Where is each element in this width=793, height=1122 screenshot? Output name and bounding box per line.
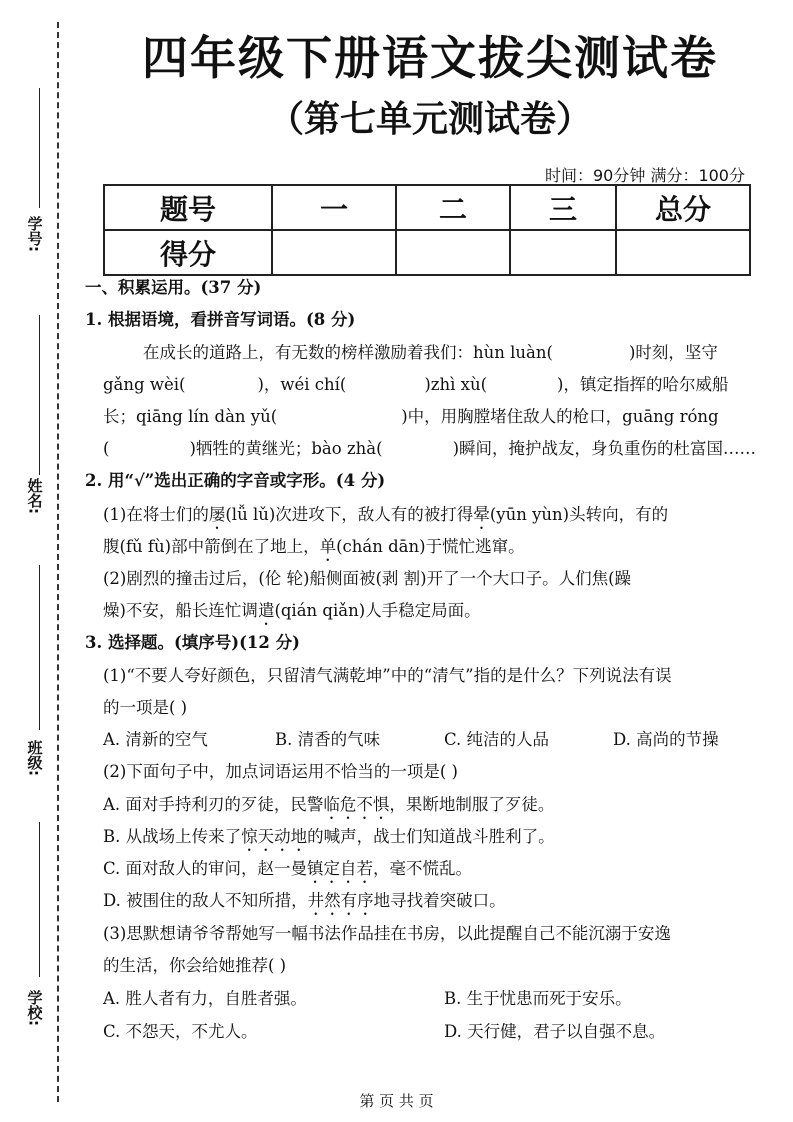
q3-3-option-a: A. 胜人者有力，自胜者强。 [103, 989, 307, 1008]
class-underline [39, 565, 40, 730]
name-label: 姓名: [25, 478, 44, 514]
section-heading: 一、积累运用。(37 分) [85, 278, 262, 297]
q1-line-3: 长；qiāng lín dàn yǔ( )中，用胸膛堵住敌人的枪口，guāng róng [103, 407, 719, 426]
q3-1-option-d: D. 高尚的节操 [613, 730, 719, 749]
table-cell: 题号 [104, 185, 272, 230]
q2-line-2: 腹(fǔ fù)部中箭倒在了地上，单(chán dān)于慌忙逃窜。 [103, 537, 525, 556]
q2-line-1: (1)在将士们的屡(lǚ lǔ)次进攻下，敌人有的被打得晕(yūn yùn)头转向，有的 [103, 505, 669, 524]
q1-line-4: ( )牺牲的黄继光；bào zhà( )瞬间，掩护战友，身负重伤的杜富国…… [103, 439, 756, 458]
score-table-header-row [104, 185, 750, 230]
q3-2-option-c: C. 面对敌人的审问，赵一曼镇定自若，毫不慌乱。 [103, 859, 473, 878]
score-entry-cell[interactable] [510, 230, 616, 275]
question-3-heading: 3. 选择题。(填序号)(12 分) [85, 633, 300, 652]
class-label: 班级: [25, 740, 44, 776]
question-1-heading: 1. 根据语境，看拼音写词语。(8 分) [85, 310, 356, 329]
table-cell: 得分 [104, 230, 272, 275]
name-underline [39, 315, 40, 475]
q3-3-option-b: B. 生于忧患而死于安乐。 [444, 989, 632, 1008]
q3-2-question: (2)下面句子中，加点词语运用不恰当的一项是( ) [103, 762, 458, 781]
q3-3-line-2: 的生活，你会给她推荐( ) [103, 956, 287, 975]
q1-line-2: gǎng wèi( )，wéi chí( )zhì xù( )，镇定指挥的哈尔威船 [103, 375, 729, 394]
page-title: 四年级下册语文拔尖测试卷 [142, 31, 718, 85]
score-entry-cell[interactable] [616, 230, 750, 275]
student-id-underline [39, 88, 40, 208]
school-label: 学校: [25, 990, 44, 1026]
q3-3-line-1: (3)思默想请爷爷帮她写一幅书法作品挂在书房，以此提醒自己不能沉溺于安逸 [103, 924, 671, 943]
q3-3-option-d: D. 天行健，君子以自强不息。 [444, 1022, 666, 1041]
q3-1-line-1: (1)“不要人夸好颜色，只留清气满乾坤”中的“清气”指的是什么？下列说法有误 [103, 666, 672, 685]
score-entry-cell[interactable] [272, 230, 396, 275]
student-id-label: 学号: [25, 216, 44, 252]
q3-2-option-a: A. 面对手持利刃的歹徒，民警临危不惧，果断地制服了歹徒。 [103, 795, 555, 814]
q3-3-option-c: C. 不怨天，不尤人。 [103, 1022, 258, 1041]
q2-line-4: 燥)不安，船长连忙调遣(qián qiǎn)人手稳定局面。 [103, 601, 481, 620]
score-table [103, 184, 751, 276]
page-subtitle: （第七单元测试卷） [267, 99, 592, 140]
q3-1-option-a: A. 清新的空气 [103, 730, 208, 749]
time-score-info: 时间：90分钟 满分：100分 [545, 166, 745, 185]
school-underline [39, 822, 40, 977]
q1-line-1: 在成长的道路上，有无数的榜样激励着我们：hùn luàn( )时刻，坚守 [143, 343, 718, 362]
question-2-heading: 2. 用“√”选出正确的字音或字形。(4 分) [85, 471, 386, 490]
score-entry-cell[interactable] [396, 230, 510, 275]
q3-2-option-b: B. 从战场上传来了惊天动地的喊声，战士们知道战斗胜利了。 [103, 827, 555, 846]
table-cell: 总分 [616, 185, 750, 230]
page-footer: 第 页 共 页 [359, 1092, 434, 1110]
q2-line-3: (2)剧烈的撞击过后，(伦 轮)船侧面被(剥 割)开了一个大口子。人们焦(躁 [103, 569, 632, 588]
q3-1-option-c: C. 纯洁的人品 [444, 730, 550, 749]
score-table-score-row [104, 230, 750, 275]
binding-dashed-line [57, 22, 59, 1102]
table-cell: 二 [396, 185, 510, 230]
q3-1-line-2: 的一项是( ) [103, 698, 188, 717]
q3-2-option-d: D. 被围住的敌人不知所措，井然有序地寻找着突破口。 [103, 891, 506, 910]
q3-1-option-b: B. 清香的气味 [275, 730, 381, 749]
table-cell: 一 [272, 185, 396, 230]
table-cell: 三 [510, 185, 616, 230]
